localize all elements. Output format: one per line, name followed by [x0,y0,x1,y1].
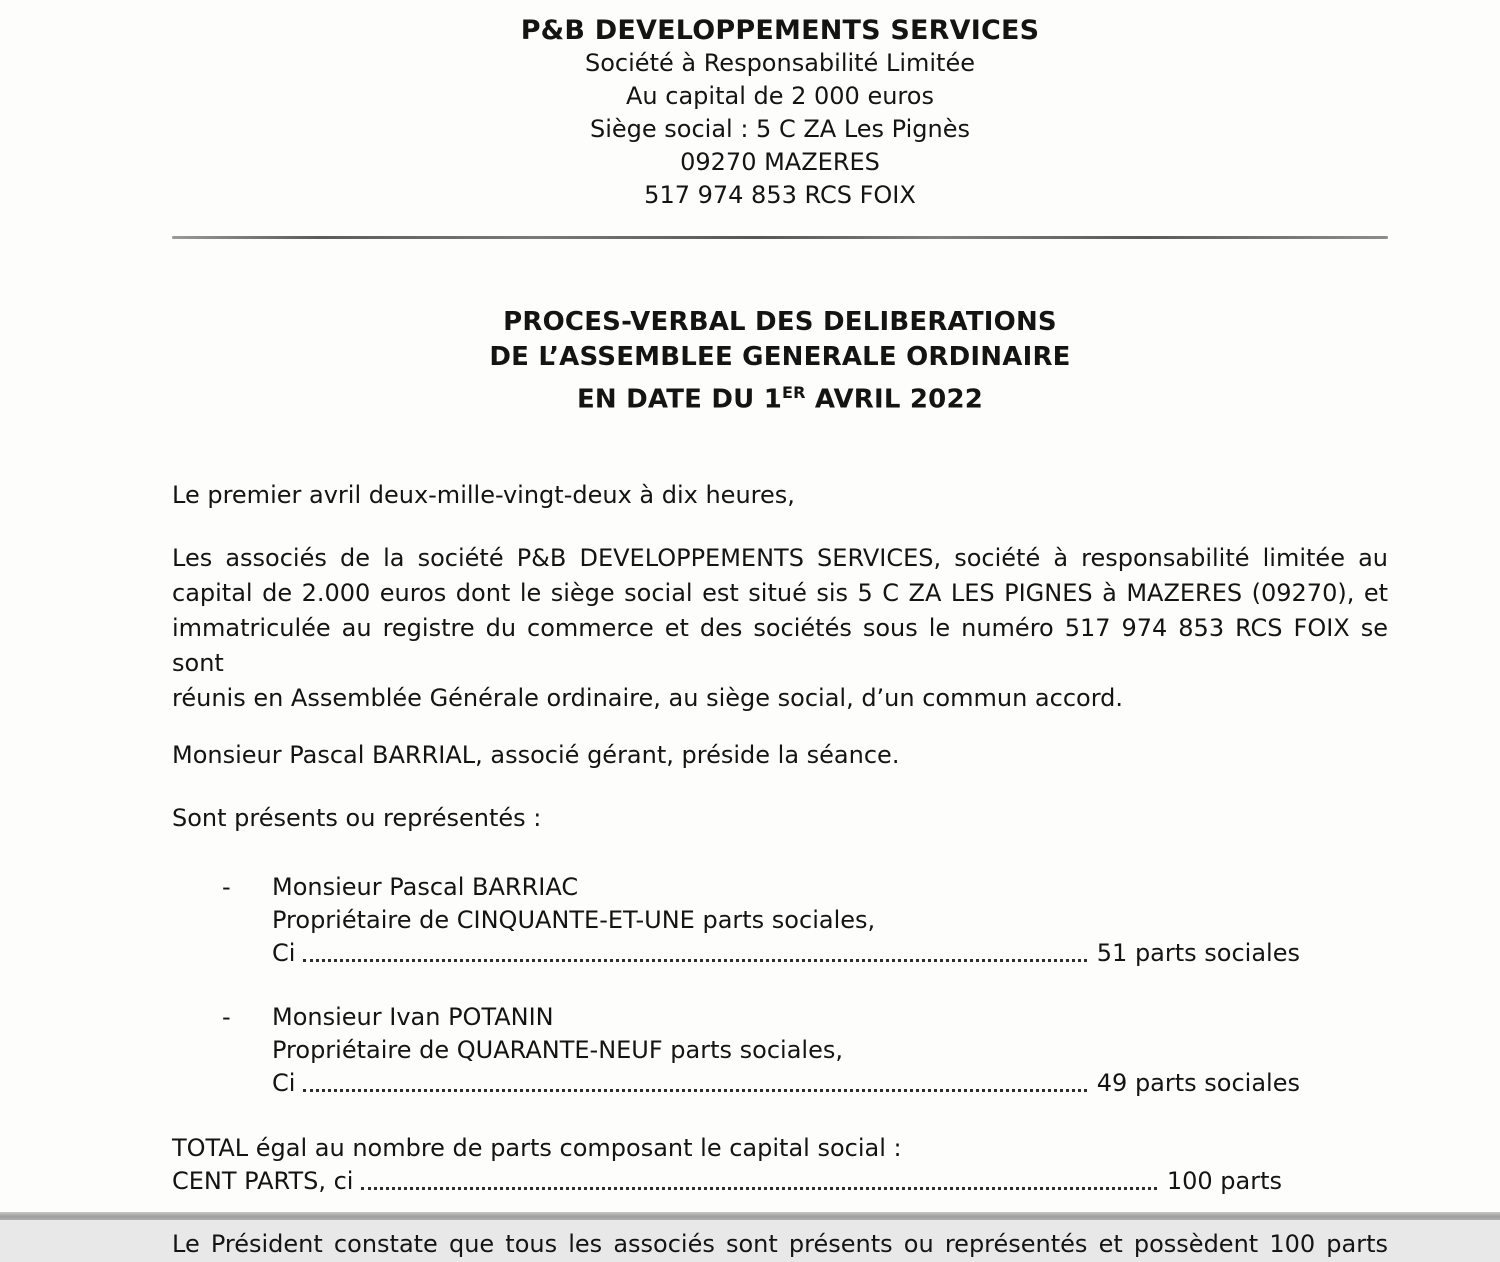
ci-label: Ci [272,1068,296,1097]
company-capital: Au capital de 2 000 euros [626,82,934,110]
attendee-shares-row [272,937,1388,970]
attendee-shares-row [272,1067,1388,1100]
title-line-2: DE L’ASSEMBLEE GENERALE ORDINAIRE [489,342,1071,372]
company-address: Siège social : 5 C ZA Les Pignès [589,115,970,143]
header-divider [172,236,1388,239]
company-city: 09270 MAZERES [680,148,880,176]
scanner-edge-bar [0,1212,1500,1220]
ci-label: Ci [272,938,296,967]
title-date-suffix: AVRIL 2022 [805,384,984,415]
title-line-3 [172,375,1388,418]
dotted-leader [361,1187,1156,1190]
total-intro: TOTAL égal au nombre de parts composant le capital social : [172,1133,902,1162]
document-title [172,305,1388,418]
dotted-leader [303,959,1086,962]
title-line-1: PROCES-VERBAL DES DELIBERATIONS [503,307,1057,337]
paragraph-president-statement: Le Président constate que tous les associés sont présents ou représentés et possèdent 100 parts [172,1229,1388,1258]
paragraph-date-time: Le premier avril deux-mille-vingt-deux à dix heures, [172,480,795,509]
title-date-superscript: ER [781,383,806,402]
paragraph-line: réunis en Assemblée Générale ordinaire, au siège social, d’un commun accord. [172,683,1124,712]
shares-value: 49 parts sociales [1096,1068,1300,1097]
paragraph-line: immatriculée au registre du commerce et des sociétés sous le numéro 517 974 853 RCS FOIX se sont [172,613,1388,677]
paragraph-line: Les associés de la société P&B DEVELOPPEMENTS SERVICES, société à responsabilité limitée au [172,543,1388,572]
bullet-dash: - [222,1002,231,1031]
attendee-ownership: Propriétaire de QUARANTE-NEUF parts sociales, [272,1035,843,1064]
attendee-item [172,1001,1388,1100]
document-content [172,0,1388,1262]
attendee-item [172,871,1388,970]
shares-value: 51 parts sociales [1096,938,1300,967]
attendee-ownership: Propriétaire de CINQUANTE-ET-UNE parts sociales, [272,905,876,934]
company-legal-form: Société à Responsabilité Limitée [585,49,975,77]
total-row [172,1165,1388,1198]
paragraph-attendance-intro: Sont présents ou représentés : [172,803,542,832]
company-header [172,14,1388,212]
company-rcs: 517 974 853 RCS FOIX [644,181,916,209]
bullet-dash: - [222,872,231,901]
paragraph-line: capital de 2.000 euros dont le siège social est situé sis 5 C ZA LES PIGNES à MAZERES (09270), et [172,578,1388,607]
company-name: P&B DEVELOPPEMENTS SERVICES [520,15,1040,46]
attendee-name: Monsieur Pascal BARRIAC [272,872,579,901]
dotted-leader [303,1089,1086,1092]
paragraph-president: Monsieur Pascal BARRIAL, associé gérant, préside la séance. [172,740,900,769]
title-date-prefix: EN DATE DU 1 [576,384,782,415]
paragraph-company-details [172,541,1388,716]
total-value: 100 parts [1166,1166,1282,1195]
total-section [172,1132,1388,1198]
total-label: CENT PARTS, ci [172,1166,354,1195]
attendee-name: Monsieur Ivan POTANIN [272,1002,554,1031]
